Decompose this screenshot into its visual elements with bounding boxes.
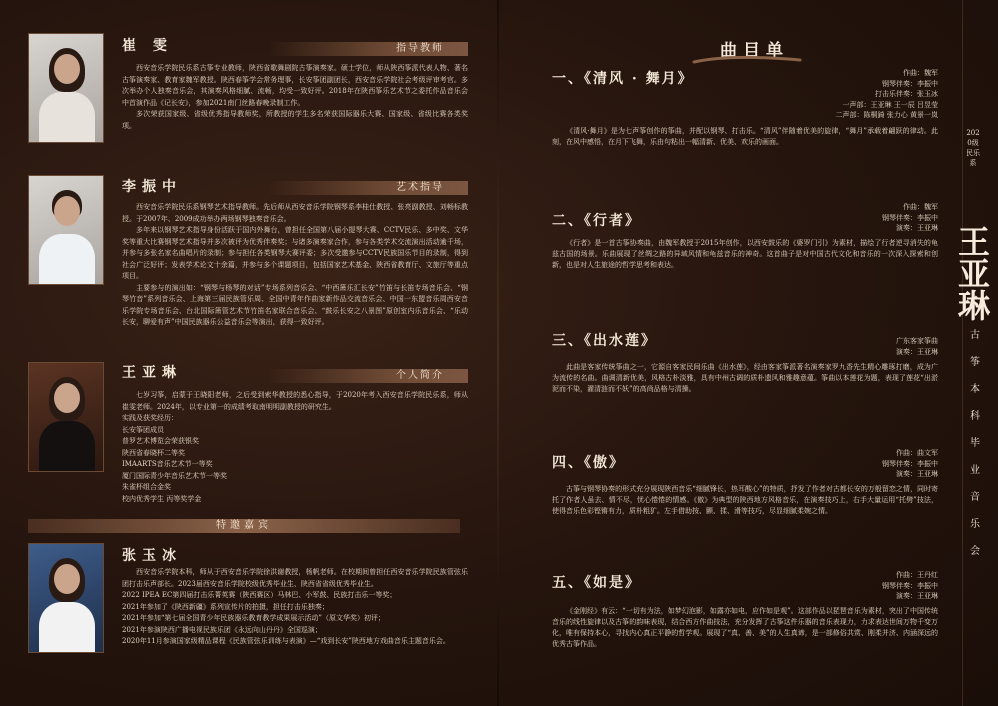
role-label: 个人简介 xyxy=(268,369,468,383)
award-line: 校内优秀学生 丙等奖学金 xyxy=(122,494,202,503)
role-label: 艺术指导 xyxy=(268,181,468,195)
person-bio xyxy=(122,567,468,648)
guest-section-header: 特邀嘉宾 xyxy=(28,519,460,533)
program-piece-4 xyxy=(552,448,938,548)
portrait-photo xyxy=(28,175,104,285)
bio-paragraph: 西安音乐学院民乐系古筝专业教师，陕西省歌舞剧院古筝演奏家。硕士学位，师从陕西筝派代表人物、著名古筝演奏家、教育家魏军教授。陕西春筝学会常务理事，长安筝团副团长，西安音乐学院社会考级评审考官。多次举办个人独奏音乐会，其演奏风格细腻、流畅，均受一致好评。2018年在陕西筝乐艺术节之委托作品音乐会中首演作品《记长安》，参加2021南门丝路春晚录制工作。 xyxy=(122,64,468,107)
piece-description: 此曲是客家传统筝曲之一，它源自客家民间乐曲《出水莲》，经由客家筝派著名演奏家罗九香先生精心雕琢打磨，成为广为流传的名曲。曲调清新优美，风格古朴淡雅，具有中州古调的质朴遗风和雅趣意蕴。筝曲以本莲花为题，表现了莲花“出淤泥而不染，濯清涟而不妖”的高尚品格与清操。 xyxy=(552,363,938,393)
piece-description: 《行者》是一首古筝协奏曲，由魏军教授于2015年创作，以西安鼓乐的《婆罗门引》为素材，描绘了行者逆寻消失的龟兹古国的场景。乐曲展现了丝绸之路的异域风情和龟兹音乐的神奇。这首曲子是对中国古代文化和音乐的一次深入探索和创新，也是对人生旅途的哲学思考和表达。 xyxy=(552,239,938,269)
piece-description: 《清风·舞月》是为七声筝创作的筝曲，并配以钢琴、打击乐。“清风”伴随着优美的旋律，“舞月”承载着翩跃的律动。此刻，在风中感悟，在月下飞舞，乐由句粘出一幅清新、优美、欢乐的画面。 xyxy=(552,127,938,146)
piece-credits: 广东客家筝曲 演奏：王亚琳 xyxy=(896,337,938,356)
portrait-photo xyxy=(28,543,104,653)
performer-calligraphy-name: 王亚琳 xyxy=(957,223,990,325)
award-line: 2021年参加“第七届全国青少年民族器乐教育教学成果展示活动”（原文华奖）初评； xyxy=(122,614,385,622)
portrait-photo xyxy=(28,33,104,143)
page-divider xyxy=(497,0,499,706)
award-line: 厦门国际青少年音乐艺术节一等奖 xyxy=(122,471,227,480)
bio-paragraph: 西安音乐学院民乐系钢琴艺术指导教师。先后师从西安音乐学院钢琴系李桂仕教授、张亮副教授、刘畅标教授。于2007年、2009成功举办两场钢琴独奏音乐会。 xyxy=(122,203,468,223)
program-title: 曲目单 xyxy=(720,41,789,61)
piece-title: 一、《清风 · 舞月》 xyxy=(552,71,694,87)
person-bio xyxy=(122,63,468,132)
person-name: 张玉冰 xyxy=(122,548,182,564)
bio-paragraph: 七岁习筝，启蒙于王晓阳老师，之后受到索华教授的悉心指导，于2020年考入西安音乐学院民乐系，师从崔雯老师。2024年，以专业第一的成绩考取南明明副教授的研究生。 xyxy=(122,391,468,411)
bio-paragraph: 多年来以钢琴艺术指导身份活跃于国内外舞台，曾担任全国第八届小提琴大赛、CCTV民乐、多中奖、文华奖等重大比赛钢琴艺术指导并多次被评为优秀伴奏奖；与诸多演奏家合作，参与各类学术交流演出活动逾千场，并参与多张名家名曲唱片的录制；参与担任各类钢琴大赛评委；多次受邀参与CCTV民族国乐节目的录制，得到社会广泛好评；发表学术论文十余篇，并参与多个课题项目，包括国家艺术基金、陕西省教育厅、文旅厅等重点项目。 xyxy=(122,226,468,280)
bio-paragraph: 西安音乐学院本科，师从于西安音乐学院徐洪谢教授，杨帆老师。在校期间曾担任西安音乐学院民族管弦乐团打击乐声部长。2023届西安音乐学院校级优秀毕业生、陕西省省级优秀毕业生。 xyxy=(122,568,468,588)
award-line: 长安筝团成员 xyxy=(122,425,164,434)
piece-title: 三、《出水莲》 xyxy=(552,333,657,349)
award-line: 2021年参演陕西广播电视民族乐团《永远向山丹丹》全国巡演； xyxy=(122,625,322,634)
piece-title: 五、《如是》 xyxy=(552,575,641,591)
award-line: 陕西省春晓杯二等奖 xyxy=(122,448,185,457)
piece-title: 四、《傲》 xyxy=(552,455,625,471)
program-piece-1 xyxy=(552,68,938,168)
person-name: 王亚琳 xyxy=(122,365,182,381)
person-name: 李振中 xyxy=(122,179,182,195)
award-line: 实践及获奖经历： xyxy=(122,414,178,422)
program-piece-2 xyxy=(552,202,938,302)
piece-credits: 作曲：魏军 钢琴伴奏：李振中 打击乐伴奏：张玉冰 一声部：王亚琳 王一辰 吕昱莹 二声部：陈桐錡 张力心 黄景一岚 xyxy=(835,69,938,119)
portrait-photo xyxy=(28,362,104,472)
person-block-cui-wen xyxy=(28,33,468,173)
person-name: 崔 雯 xyxy=(122,38,173,54)
person-bio xyxy=(122,202,468,329)
person-block-wang-yalin xyxy=(28,360,468,503)
award-line: IMAARTS音乐艺术节一等奖 xyxy=(122,460,213,468)
role-label: 指导教师 xyxy=(268,42,468,56)
brush-stroke-decoration xyxy=(692,55,802,65)
bio-paragraph: 多次荣获国家级、省级优秀指导教师奖，所教授的学生多名荣获国际器乐大赛、国家级、省级比赛各类奖项。 xyxy=(122,110,468,130)
piece-credits: 作曲：曲文军 钢琴伴奏：李振中 演奏：王亚琳 xyxy=(882,449,938,478)
program-piece-5 xyxy=(552,570,938,680)
award-line: 2021年参加了《陕西新疆》系列宣传片的拍摄，担任打击乐独奏； xyxy=(122,602,329,611)
piece-title: 二、《行者》 xyxy=(552,213,641,229)
vertical-rule xyxy=(962,0,963,706)
award-line: 普罗艺术博览会荣获银奖 xyxy=(122,437,199,445)
concert-title-vertical: 古筝本科毕业音乐会 xyxy=(970,330,980,557)
person-block-li-zhenzhong xyxy=(28,172,468,342)
year-department-label: 2020级民乐系 xyxy=(966,129,980,167)
piece-description: 古筝与钢琴协奏的形式充分展现陕西音乐“细腻锋长，热耳酸心”的特质，抒发了作者对古都长安的万般留恋之情，同时寄托了作者人虽去、情不尽，忧心惓惓的情感。《傲》为典型的陕西地方风格音乐，在演奏技巧上，右手大量运用“托劈”技法，使得音乐色彩铿锵有力，质朴粗犷。左手借助按、颤、揉、滑等技巧，尽显细腻柔婉之情。 xyxy=(552,485,938,515)
award-line: 朱雀杯组合金奖 xyxy=(122,483,171,491)
piece-credits: 作曲：魏军 钢琴伴奏：李振中 演奏：王亚琳 xyxy=(882,203,938,232)
person-bio xyxy=(122,390,468,505)
piece-description: 《金刚经》有云：“一切有为法，如梦幻泡影，如露亦如电，应作如是观”。这部作品以琵琶音乐为素材，突出了中国传统音乐的线性旋律以及古筝的韵味表现，结合西方作曲技法，充分发挥了古筝这件乐器的音乐表现力，力求表达世间万物千变万化，唯有保持本心，寻找内心真正平静的哲学观。展现了“真、善、美”的人生真谛，是一部修俗共赏、刚柔并济、内涵深远的优秀古筝作品。 xyxy=(552,607,938,648)
person-block-zhang-yubing xyxy=(28,543,468,693)
bio-paragraph: 主要参与的演出如：“钢琴与杨琴的对话”专场系列音乐会、“中西箫乐汇长安”竹笛与长笛专场音乐会、“钢琴竹音”系列音乐会、上海第三届民族管乐周、全国中青年作曲家新作品交流音乐会、中国一东盟音乐周西安音乐学院专场音乐会、台北国际箫管艺术节竹笛名家联合音乐会、“鼓乐长安之八景图”原创室内乐音乐会、“乐动长安，聊爱有声”中国民族器乐公益音乐会等演出，获得一致好评。 xyxy=(122,283,468,326)
award-line: 2020年11月参演国家级精品课程《民族管弦乐训练与表演》—“戏到长安”陕西地方戏曲音乐主题音乐会。 xyxy=(122,637,450,645)
program-piece-3 xyxy=(552,330,938,420)
piece-credits: 作曲：王丹红 钢琴伴奏：李振中 演奏：王亚琳 xyxy=(882,571,938,600)
award-line: 2022 IPEA EC第四届打击乐菁英赛（陕西赛区）马林巴、小军鼓、民族打击乐一等奖； xyxy=(122,591,397,599)
